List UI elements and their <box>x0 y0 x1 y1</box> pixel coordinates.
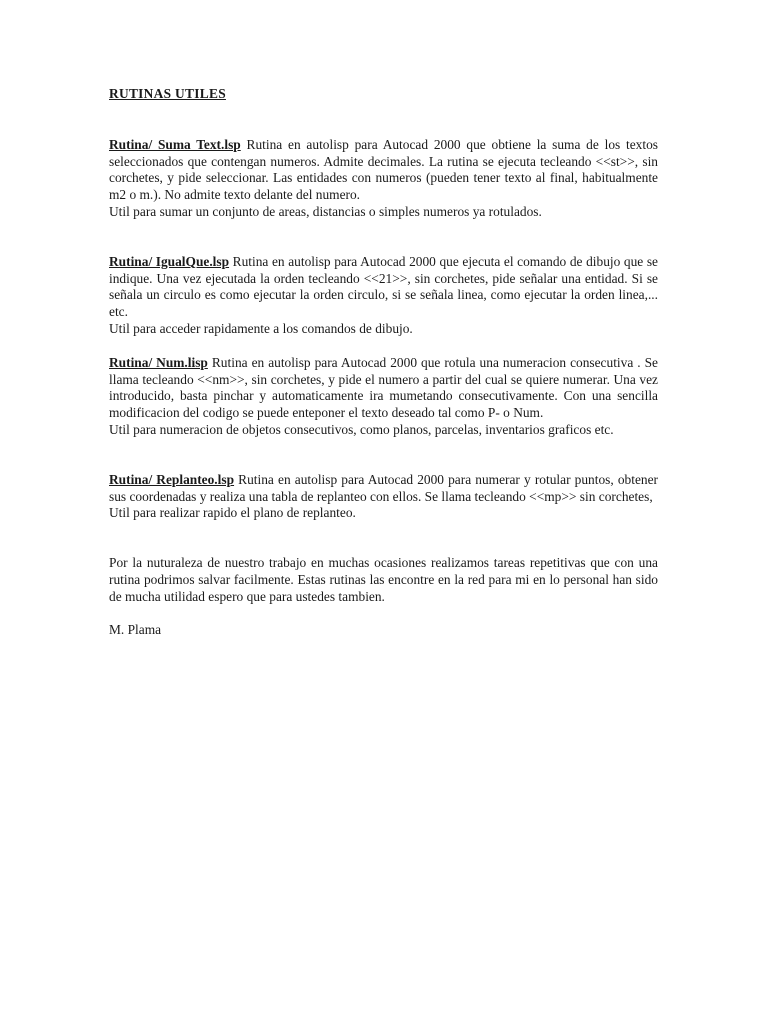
entry-name: Rutina/ Suma Text.lsp <box>109 136 241 152</box>
signature: M. Plama <box>109 621 162 637</box>
entry-replanteo <box>109 472 658 522</box>
entry-suma-text <box>109 137 658 221</box>
entry-description: Rutina en autolisp para Autocad 2000 que ejecuta el comando de dibujo que se indique. Una vez ejecutada la orden tecleando <<21>>, sin corchetes, pide señalar una entidad. Si se señala un circulo es como ejecutar la orden circulo, si se señala linea, como ejecutar la orden linea,... etc. <box>109 253 658 320</box>
entry-name: Rutina/ Num.lisp <box>109 354 208 370</box>
document-page <box>109 86 658 638</box>
entry-igualque <box>109 254 658 338</box>
entry-name: Rutina/ Replanteo.lsp <box>109 471 235 487</box>
closing-paragraph: Por la nuturaleza de nuestro trabajo en muchas ocasiones realizamos tareas repetitivas que con una rutina podrimos salvar facilmente. Estas rutinas las encontre en la red para mi en lo personal han sido de mucha utilidad espero que para ustedes tambien. <box>109 555 658 604</box>
entry-use: Util para realizar rapido el plano de replanteo. <box>109 505 356 521</box>
entry-use: Util para numeracion de objetos consecutivos, como planos, parcelas, inventarios graficos etc. <box>109 421 614 437</box>
entry-use: Util para acceder rapidamente a los comandos de dibujo. <box>109 320 413 336</box>
entry-use: Util para sumar un conjunto de areas, distancias o simples numeros ya rotulados. <box>109 203 542 219</box>
entry-description: Rutina en autolisp para Autocad 2000 que obtiene la suma de los textos seleccionados que contengan numeros. Admite decimales. La rutina se ejecuta tecleando <<st>>, sin corchetes, y pide seleccionar. Las entidades con numeros (pueden tener texto al final, habitualmente m2 o m.). No admite texto delante del numero. <box>109 136 658 203</box>
entry-description: Rutina en autolisp para Autocad 2000 que rotula una numeracion consecutiva . Se llama tecleando <<nm>>, sin corchetes, y pide el numero a partir del cual se quiere numerar. Una vez introducido, basta pinchar y automaticamente ira mumetando consecutivamente. Con una sencilla modificacion del codigo se puede enteponer el texto deseado tal como P- o Num. <box>109 354 658 421</box>
document-title: RUTINAS UTILES <box>109 86 226 101</box>
entry-num <box>109 355 658 439</box>
entry-name: Rutina/ IgualQue.lsp <box>109 253 230 269</box>
entry-description: Rutina en autolisp para Autocad 2000 para numerar y rotular puntos, obtener sus coordenadas y realiza una tabla de replanteo con ellos. Se llama tecleando <<mp>> sin corchetes, <box>109 471 658 504</box>
